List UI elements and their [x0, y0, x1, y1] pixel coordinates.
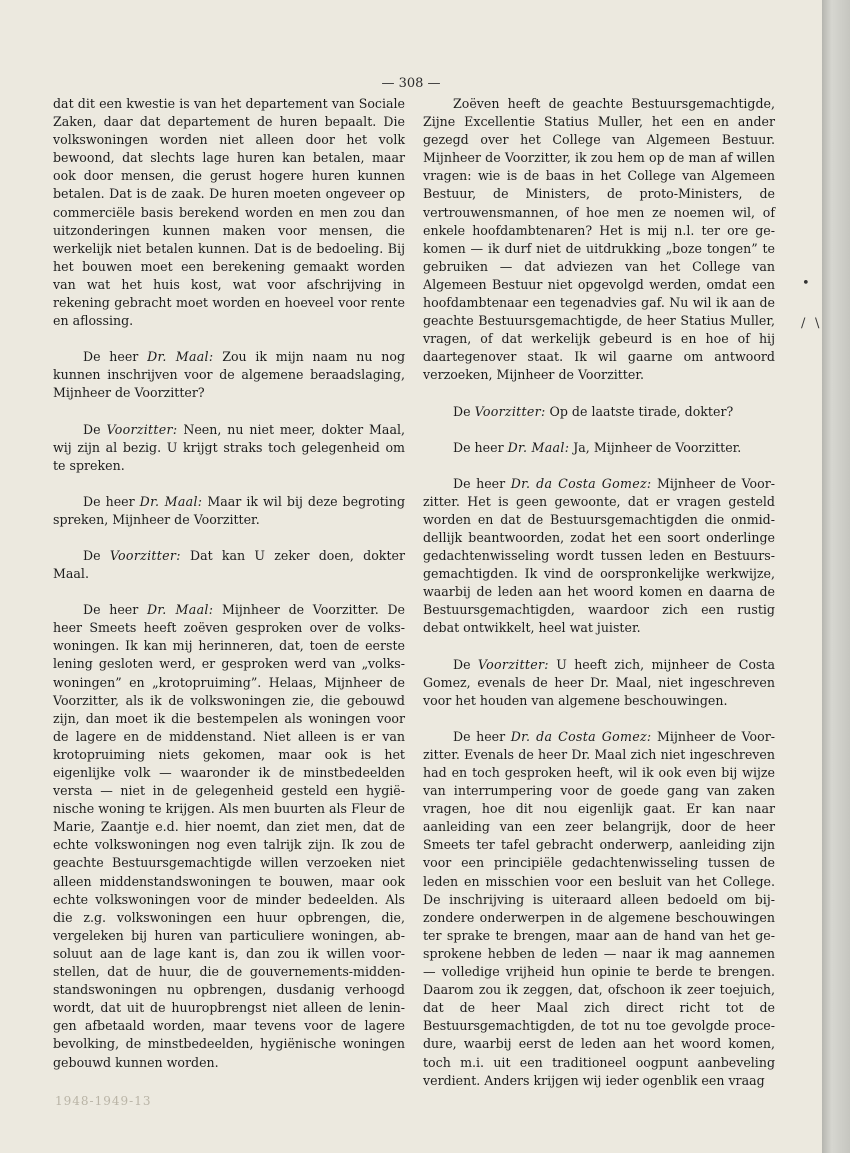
left-column [53, 95, 405, 1072]
paragraph: De heer Dr. da Costa Gomez: Mijnheer de Voorzitter. Het is geen gewoonte, dat er vragen gesteld worden en dat de Bestuursgemachtigden die onmiddellijk beantwoorden, zodat het een soort onderlinge gedachtenwisseling wordt tussen leden en Bestuursgemachtigden. Ik vind de oorspronkelijke werkwijze, waarbij de leden aan het woord komen en daarna de Bestuursgemachtigden, waardoor zich een rustig debat ontwikkelt, heel wat juister. [423, 475, 775, 636]
speaker-name: Voorzitter: [477, 656, 549, 672]
speaker-name: Voorzitter: [106, 421, 178, 437]
right-column [423, 95, 775, 1090]
paragraph: De heer Dr. Maal: Maar ik wil bij deze begroting spreken, Mijnheer de Voorzitter. [53, 493, 406, 527]
margin-mark-dot: • [802, 276, 810, 291]
speaker-name: Dr. da Costa Gomez: [510, 728, 652, 744]
speaker-name: Dr. Maal: [507, 439, 570, 455]
paragraph: De heer Dr. da Costa Gomez: Mijnheer de Voorzitter. Evenals de heer Dr. Maal zich niet ingeschreven had en toch gesproken heeft, wil ik ook even bij wijze van interrumpering voor de goede gang van zaken vragen, hoe dit nou eigenlijk gaat. Er kan naar aanleiding van een zeer belangrijk, door de heer Smeets ter tafel gebracht onderwerp, aanleiding zijn voor een principiële gedachtenwisseling tussen de leden en misschien voor een besluit van het College. De inschrijving is uiteraard alleen bedoeld om bijzondere onderwerpen in de algemene beschouwingen ter sprake te brengen, maar aan de hand van het gesprokene hebben de leden — naar ik mag aannemen — volledige vrijheid hun opinie te berde te brengen. Daarom zou ik zeggen, dat, ofschoon ik zeer toejuich, dat de heer Maal zich direct richt tot de Bestuursgemachtigden, de tot nu toe gevolgde procedure, waarbij eerst de leden aan het woord komen, toch m.i. uit een traditioneel oogpunt aanbeveling verdient. Anders krijgen wij ieder ogenblik een vraag [423, 728, 775, 1088]
speaker-name: Dr. da Costa Gomez: [510, 475, 652, 491]
page-edge-strip [822, 0, 850, 1153]
margin-mark-backslash: \ [815, 316, 820, 331]
paragraph: De heer Dr. Maal: Ja, Mijnheer de Voorzitter. [453, 439, 742, 455]
speaker-name: Dr. Maal: [139, 493, 203, 509]
footer-ghost-text: 1948-1949-13 [55, 1094, 152, 1108]
margin-mark-slash: / [801, 316, 806, 331]
paragraph: De Voorzitter: U heeft zich, mijnheer de Costa Gomez, evenals de heer Dr. Maal, niet ingeschreven voor het houden van algemene beschouwingen. [423, 656, 775, 708]
speaker-name: Dr. Maal: [146, 602, 214, 618]
paragraph: De heer Dr. Maal: Zou ik mijn naam nu nog kunnen inschrijven voor de algemene beraadslaging, Mijnheer de Voorzitter? [53, 349, 406, 401]
paragraph: dat dit een kwestie is van het departement van Sociale Zaken, daar dat departement de huren bepaalt. Die volkswoningen worden niet alleen door het volk bewoond, dat slechts lage huren kan betalen, maar ook door mensen, die gerust hogere huren kunnen betalen. Dat is de zaak. De huren moeten ongeveer op commerciële basis berekend worden en men zou dan uitzonderingen kunnen maken voor mensen, die werkelijk niet betalen kunnen. Dat is de bedoeling. Bij het bouwen moet een berekening gemaakt worden van wat het huis kost, wat voor afschrijving in rekening gebracht moet worden en hoeveel voor rente en aflossing. [53, 96, 405, 329]
paragraph: De Voorzitter: Op de laatste tirade, dokter? [453, 403, 734, 419]
page-number: — 308 — [381, 76, 441, 91]
speaker-name: Dr. Maal: [147, 349, 214, 365]
paragraph: De heer Dr. Maal: Mijnheer de Voorzitter. De heer Smeets heeft zoëven gesproken over de volkswoningen. Ik kan mij herinneren, dat, toen de eerste lening gesloten werd, er gesproken werd van „volkswoningen” en „krotopruiming”. Helaas, Mijnheer de Voorzitter, als ik de volkswoningen zie, die gebouwd zijn, dan moet ik die bestempelen als woningen voor de lagere en de middenstand. Niet alleen is er van krotopruiming niets gekomen, maar ook is het eigenlijke volk — waaronder ik de minstbedeelden versta — niet in de gelegenheid gesteld een hygiënische woning te krijgen. Als men buurten als Fleur de Marie, Zaantje e.d. hier noemt, dan ziet men, dat de echte volkswoningen nog even talrijk zijn. Ik zou de geachte Bestuursgemachtigde willen verzoeken niet alleen middenstandswoningen te bouwen, maar ook echte volkswoningen voor de minder bedeelden. Als die z.g. volkswoningen een huur opbrengen, die, vergeleken bij huren van particuliere woningen, absoluut aan de lage kant is, dan zou ik willen voorstellen, dat de huur, die de gouvernements-middenstandswoningen nu opbrengen, dusdanig verhoogd wordt, dat uit de huuropbrengst niet alleen de leningen afbetaald worden, maar tevens voor de lagere bevolking, de minstbedeelden, hygiënische woningen gebouwd kunnen worden. [53, 602, 405, 1070]
speaker-name: Voorzitter: [109, 547, 181, 563]
speaker-name: Voorzitter: [474, 403, 546, 419]
paragraph: De Voorzitter: Neen, nu niet meer, dokter Maal, wij zijn al bezig. U krijgt straks toch gelegenheid om te spreken. [53, 421, 405, 473]
paragraph: De Voorzitter: Dat kan U zeker doen, dokter Maal. [53, 547, 405, 582]
paragraph: Zoëven heeft de geachte Bestuursgemachtigde, Zijne Excellentie Statius Muller, het een en ander gezegd over het College van Algemeen Bestuur. Mijnheer de Voorzitter, ik zou hem op de man af willen vragen: wie is de baas in het College van Algemeen Bestuur, de Ministers, de proto-Ministers, de vertrouwensmannen, of hoe men ze noemen wil, of enkele hoofdambtenaren? Het is mij n.l. ter ore gekomen — ik durf niet de uitdrukking „boze tongen” te gebruiken — dat adviezen van het College van Algemeen Bestuur niet opgevolgd werden, omdat een hoofdambtenaar een tegenadvies gaf. Nu wil ik aan de geachte Bestuursgemachtigde, de heer Statius Muller, vragen, of dat werkelijk gebeurd is en hoe of hij daartegenover staat. Ik wil gaarne om antwoord verzoeken, Mijnheer de Voorzitter. [423, 96, 775, 383]
